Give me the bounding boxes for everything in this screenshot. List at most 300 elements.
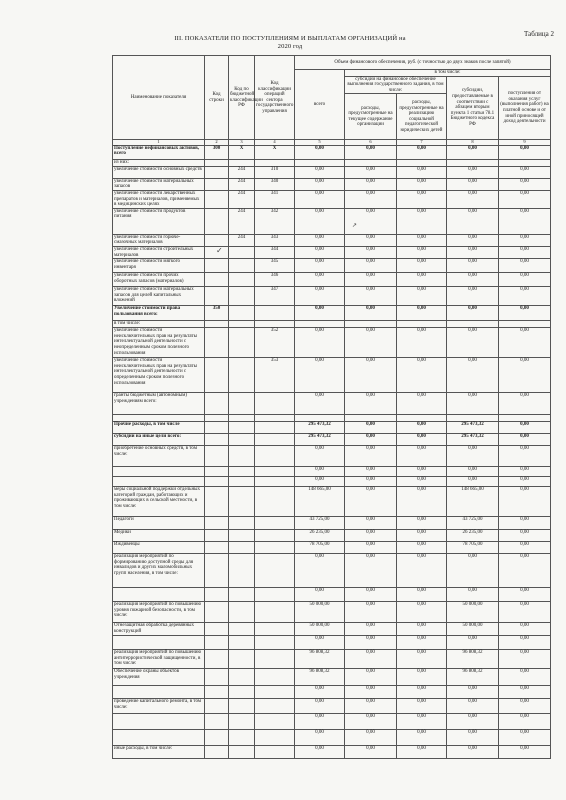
row-budget-code [229,699,255,714]
row-line-code: 300 [205,145,229,159]
row-social-program: 0,00 [397,358,447,393]
row-current-maintenance: 0,00 [345,602,397,623]
row-subsidy-78: 0,00 [447,477,499,487]
table-row [113,393,551,415]
row-budget-code: X [229,145,255,159]
header-subsidy-78: субсидии, предоставляемые в соответствии с абзацем вторым пункта 1 статьи 78.1 Бюджетного кодекса РФ [447,76,499,140]
row-budget-code: 244 [229,178,255,190]
row-subsidy-78: 96 808,32 [447,650,499,669]
row-paid-services: 0,00 [499,191,551,209]
row-social-program: 0,00 [397,686,447,699]
row-subsidy-78: 0,00 [447,178,499,190]
row-line-code [205,623,229,636]
row-name: увеличение стоимости продуктов питания [113,208,205,234]
header-volume: Объем финансового обеспечения, руб. (с точностью до двух знаков после запятой) [295,56,551,70]
row-subsidy-78: 0,00 [447,358,499,393]
column-number: 3 [229,140,255,146]
row-subsidy-78: 0,00 [447,247,499,259]
title-line-2: 2020 год [277,43,303,50]
row-social-program: 0,00 [397,554,447,588]
row-paid-services: 0,00 [499,686,551,699]
row-name [113,730,205,746]
column-number: 5 [295,140,345,146]
row-social-program: 0,00 [397,178,447,190]
row-name [113,467,205,477]
row-name: реализация мероприятий по повышению уровня пожарной безопасности, в том числе: [113,602,205,623]
row-total: 0,00 [295,273,345,287]
row-kosgu [255,623,295,636]
row-name: из них: [113,159,205,166]
row-paid-services [499,321,551,328]
row-social-program: 0,00 [397,145,447,159]
row-budget-code [229,669,255,686]
row-kosgu: 345 [255,259,295,273]
table-row [113,159,551,166]
row-kosgu [255,602,295,623]
row-paid-services: 0,00 [499,477,551,487]
row-name: гранты бюджетным (автономным) учреждениям всего: [113,393,205,415]
row-current-maintenance: 0,00 [345,306,397,321]
row-current-maintenance: 0,00 [345,145,397,159]
table-row [113,259,551,273]
row-name: Иждивенцы [113,542,205,554]
row-line-code [205,530,229,542]
row-current-maintenance [345,415,397,422]
row-total: 295 473,32 [295,422,345,434]
row-total [295,321,345,328]
row-line-code [205,602,229,623]
row-total: 0,00 [295,358,345,393]
row-social-program: 0,00 [397,487,447,517]
row-paid-services: 0,00 [499,166,551,178]
row-kosgu [255,487,295,517]
row-paid-services: 0,00 [499,669,551,686]
table-row [113,467,551,477]
row-current-maintenance: 0,00 [345,669,397,686]
row-social-program: 0,00 [397,530,447,542]
row-budget-code [229,746,255,759]
row-paid-services: 0,00 [499,487,551,517]
row-line-code [205,191,229,209]
row-total: 0,00 [295,328,345,358]
row-line-code [205,669,229,686]
row-kosgu [255,699,295,714]
row-subsidy-78: 0,00 [447,467,499,477]
row-total: 0,00 [295,259,345,273]
table-row [113,602,551,623]
row-paid-services: 0,00 [499,588,551,602]
row-subsidy-78: 0,00 [447,554,499,588]
section-title [150,35,430,51]
table-row [113,166,551,178]
row-kosgu [255,321,295,328]
row-name: меры социальной поддержки отдельных категорий граждан, работающих и проживающих в сельской местности, в том числе: [113,487,205,517]
row-total: 0,00 [295,166,345,178]
row-kosgu [255,477,295,487]
row-subsidy-78 [447,321,499,328]
row-line-code [205,699,229,714]
row-total: 148 665,00 [295,487,345,517]
row-line-code [205,588,229,602]
row-total: 0,00 [295,247,345,259]
row-current-maintenance: 0,00 [345,273,397,287]
column-number: 9 [499,140,551,146]
row-name: Увеличение стоимости права пользования всего: [113,306,205,321]
row-paid-services: 0,00 [499,714,551,730]
row-line-code [205,273,229,287]
table-row [113,234,551,246]
row-budget-code: 244 [229,208,255,234]
row-paid-services: 0,00 [499,393,551,415]
row-line-code [205,517,229,530]
row-current-maintenance: 0,00 [345,623,397,636]
row-paid-services: 0,00 [499,699,551,714]
row-name: увеличение стоимости основных средств [113,166,205,178]
row-total: 0,00 [295,234,345,246]
row-name: увеличение стоимости материальных запасов [113,178,205,190]
row-line-code [205,487,229,517]
row-social-program: 0,00 [397,669,447,686]
row-kosgu [255,588,295,602]
row-total: 0,00 [295,287,345,306]
row-kosgu: 346 [255,273,295,287]
row-name: иные расходы, в том числе: [113,746,205,759]
row-budget-code [229,602,255,623]
table-row [113,588,551,602]
table-row [113,477,551,487]
row-name: субсидии на иные цели всего: [113,434,205,446]
row-line-code [205,287,229,306]
row-paid-services: 0,00 [499,602,551,623]
handwritten-check-mark: ✓ [216,246,223,255]
row-social-program: 0,00 [397,287,447,306]
row-current-maintenance: 0,00 [345,178,397,190]
row-kosgu [255,467,295,477]
row-line-code [205,422,229,434]
row-paid-services: 0,00 [499,145,551,159]
row-kosgu [255,554,295,588]
row-subsidy-78 [447,415,499,422]
row-total: 0,00 [295,699,345,714]
row-name: Поступление нефинансовых активов, всего [113,145,205,159]
row-social-program [397,159,447,166]
row-social-program: 0,00 [397,467,447,477]
row-line-code [205,446,229,467]
row-social-program: 0,00 [397,273,447,287]
row-total: 43 725,00 [295,517,345,530]
row-subsidy-78: 0,00 [447,234,499,246]
row-kosgu [255,415,295,422]
row-line-code [205,542,229,554]
row-budget-code [229,259,255,273]
row-line-code [205,467,229,477]
row-budget-code [229,686,255,699]
header-subsidy-group: субсидии на финансовое обеспечение выполнения государственного задания, в том числе: [345,76,447,94]
row-kosgu [255,306,295,321]
row-paid-services: 0,00 [499,273,551,287]
header-current-maintenance: расходы, предусмотренные на текущее содержание организации [345,94,397,140]
pen-mark: ↗ [352,222,358,229]
row-total: 0,00 [295,714,345,730]
row-subsidy-78: 295 473,32 [447,422,499,434]
row-social-program: 0,00 [397,517,447,530]
row-paid-services: 0,00 [499,517,551,530]
table-row [113,554,551,588]
table-row [113,328,551,358]
table-row [113,746,551,759]
row-kosgu [255,446,295,467]
row-kosgu [255,730,295,746]
row-budget-code [229,306,255,321]
row-current-maintenance: 0,00 [345,746,397,759]
row-total: 50 000,00 [295,623,345,636]
column-number: 1 [113,140,205,146]
row-social-program: 0,00 [397,699,447,714]
row-current-maintenance: 0,00 [345,393,397,415]
row-social-program: 0,00 [397,746,447,759]
row-total: 0,00 [295,145,345,159]
row-line-code [205,159,229,166]
table-row [113,542,551,554]
row-social-program: 0,00 [397,191,447,209]
row-current-maintenance: 0,00 [345,588,397,602]
row-kosgu: X [255,145,295,159]
header-total: всего [295,70,345,140]
row-name [113,714,205,730]
row-name [113,636,205,650]
row-name: проведение капитального ремонта, в том числе: [113,699,205,714]
row-paid-services: 0,00 [499,434,551,446]
row-kosgu: 341 [255,191,295,209]
row-line-code [205,714,229,730]
row-subsidy-78: 0,00 [447,636,499,650]
row-kosgu [255,393,295,415]
row-kosgu [255,746,295,759]
row-subsidy-78: 0,00 [447,686,499,699]
row-paid-services [499,415,551,422]
row-subsidy-78: 50 000,00 [447,623,499,636]
column-number: 6 [345,140,397,146]
row-total: 0,00 [295,178,345,190]
row-kosgu [255,434,295,446]
table-body [113,145,551,758]
row-current-maintenance: 0,00 [345,328,397,358]
row-line-code [205,730,229,746]
row-current-maintenance [345,159,397,166]
row-current-maintenance: 0,00 [345,699,397,714]
row-social-program: 0,00 [397,234,447,246]
row-subsidy-78: 0,00 [447,714,499,730]
row-total: 0,00 [295,588,345,602]
row-subsidy-78: 43 725,00 [447,517,499,530]
row-budget-code: 244 [229,234,255,246]
row-name: Обеспечение охраны объектов учреждения [113,669,205,686]
row-line-code [205,328,229,358]
row-subsidy-78: 0,00 [447,328,499,358]
table-header [113,56,551,146]
row-line-code [205,178,229,190]
header-line-code: Код строки [205,56,229,140]
row-paid-services: 0,00 [499,328,551,358]
row-subsidy-78: 0,00 [447,259,499,273]
row-kosgu [255,714,295,730]
row-current-maintenance: 0,00 [345,467,397,477]
row-current-maintenance [345,321,397,328]
row-kosgu [255,636,295,650]
row-paid-services: 0,00 [499,306,551,321]
row-current-maintenance: 0,00 [345,234,397,246]
row-budget-code [229,434,255,446]
row-social-program: 0,00 [397,247,447,259]
row-budget-code [229,517,255,530]
row-total: 96 808,32 [295,650,345,669]
row-current-maintenance: 0,00 [345,714,397,730]
row-current-maintenance: 0,00 [345,477,397,487]
table-row [113,487,551,517]
row-subsidy-78: 96 808,32 [447,669,499,686]
row-name: увеличение стоимости горюче-смазочных материалов [113,234,205,246]
row-budget-code [229,393,255,415]
row-line-code [205,234,229,246]
row-social-program: 0,00 [397,542,447,554]
row-paid-services: 0,00 [499,259,551,273]
row-name: увеличение стоимости материальных запасов для целей капитальных вложений [113,287,205,306]
row-current-maintenance: 0,00 [345,434,397,446]
table-row [113,650,551,669]
row-name: Медики [113,530,205,542]
row-budget-code [229,358,255,393]
table-row [113,636,551,650]
row-paid-services: 0,00 [499,287,551,306]
row-budget-code [229,588,255,602]
row-subsidy-78: 0,00 [447,166,499,178]
row-name: реализация мероприятий по повышению антитеррористической защищенности, в том числе: [113,650,205,669]
row-name: приобретение основных средств, в том числе: [113,446,205,467]
row-paid-services: 0,00 [499,530,551,542]
row-subsidy-78: 26 235,00 [447,530,499,542]
row-line-code [205,415,229,422]
row-current-maintenance: 0,00 [345,542,397,554]
row-current-maintenance: 0,00 [345,636,397,650]
row-total: 0,00 [295,746,345,759]
table-row [113,517,551,530]
table-row [113,434,551,446]
row-budget-code [229,542,255,554]
row-subsidy-78: 0,00 [447,446,499,467]
row-total: 0,00 [295,477,345,487]
row-line-code [205,554,229,588]
row-budget-code [229,446,255,467]
row-social-program: 0,00 [397,306,447,321]
table-row [113,446,551,467]
row-current-maintenance: 0,00 [345,166,397,178]
row-budget-code [229,487,255,517]
row-total: 78 705,00 [295,542,345,554]
row-budget-code [229,415,255,422]
row-social-program: 0,00 [397,636,447,650]
row-budget-code [229,467,255,477]
row-kosgu [255,542,295,554]
row-social-program: 0,00 [397,328,447,358]
header-budget-code: Код по бюджетной классификации РФ [229,56,255,140]
row-subsidy-78: 0,00 [447,306,499,321]
row-budget-code [229,328,255,358]
row-kosgu: 347 [255,287,295,306]
row-budget-code [229,247,255,259]
row-line-code [205,208,229,234]
table-row [113,306,551,321]
header-paid-services: поступления от оказания услуг (выполнения работ) на платной основе и от иной приносящей доход деятельности [499,76,551,140]
row-kosgu: 352 [255,328,295,358]
row-total: 0,00 [295,306,345,321]
row-kosgu [255,517,295,530]
row-social-program: 0,00 [397,393,447,415]
row-budget-code: 244 [229,191,255,209]
row-total [295,159,345,166]
row-budget-code [229,321,255,328]
row-total: 0,00 [295,554,345,588]
title-line-1: III. ПОКАЗАТЕЛИ ПО ПОСТУПЛЕНИЯМ И ВЫПЛАТАМ ОРГАНИЗАЦИЙ на [174,35,406,42]
row-kosgu [255,650,295,669]
row-paid-services: 0,00 [499,467,551,477]
indicators-table [112,55,551,759]
column-number: 8 [447,140,499,146]
table-row [113,208,551,234]
row-current-maintenance: 0,00 [345,247,397,259]
row-budget-code [229,477,255,487]
row-name: Огнезащитная обработка деревянных конструкций [113,623,205,636]
row-social-program: 0,00 [397,623,447,636]
row-subsidy-78: 0,00 [447,746,499,759]
row-subsidy-78: 0,00 [447,588,499,602]
row-budget-code: 244 [229,166,255,178]
column-number: 7 [397,140,447,146]
row-paid-services: 0,00 [499,623,551,636]
row-total: 0,00 [295,467,345,477]
row-current-maintenance: 0,00 [345,422,397,434]
row-social-program [397,321,447,328]
row-paid-services: 0,00 [499,422,551,434]
row-line-code [205,358,229,393]
row-budget-code [229,554,255,588]
row-total [295,415,345,422]
row-budget-code [229,714,255,730]
row-paid-services [499,159,551,166]
table-row [113,178,551,190]
row-line-code: 350 [205,306,229,321]
row-budget-code [229,650,255,669]
row-total: 0,00 [295,686,345,699]
row-kosgu: 342 [255,208,295,234]
table-row [113,530,551,542]
row-social-program: 0,00 [397,650,447,669]
row-budget-code [229,623,255,636]
row-current-maintenance: 0,00 [345,686,397,699]
row-total: 0,00 [295,208,345,234]
row-total: 0,00 [295,730,345,746]
table-label: Таблица 2 [524,30,554,38]
row-paid-services: 0,00 [499,247,551,259]
row-current-maintenance: 0,00 [345,287,397,306]
row-social-program: 0,00 [397,446,447,467]
row-paid-services: 0,00 [499,542,551,554]
row-social-program: 0,00 [397,259,447,273]
row-current-maintenance: 0,00 [345,487,397,517]
row-budget-code [229,273,255,287]
row-current-maintenance: 0,00 [345,259,397,273]
table-row [113,422,551,434]
row-kosgu: 340 [255,178,295,190]
